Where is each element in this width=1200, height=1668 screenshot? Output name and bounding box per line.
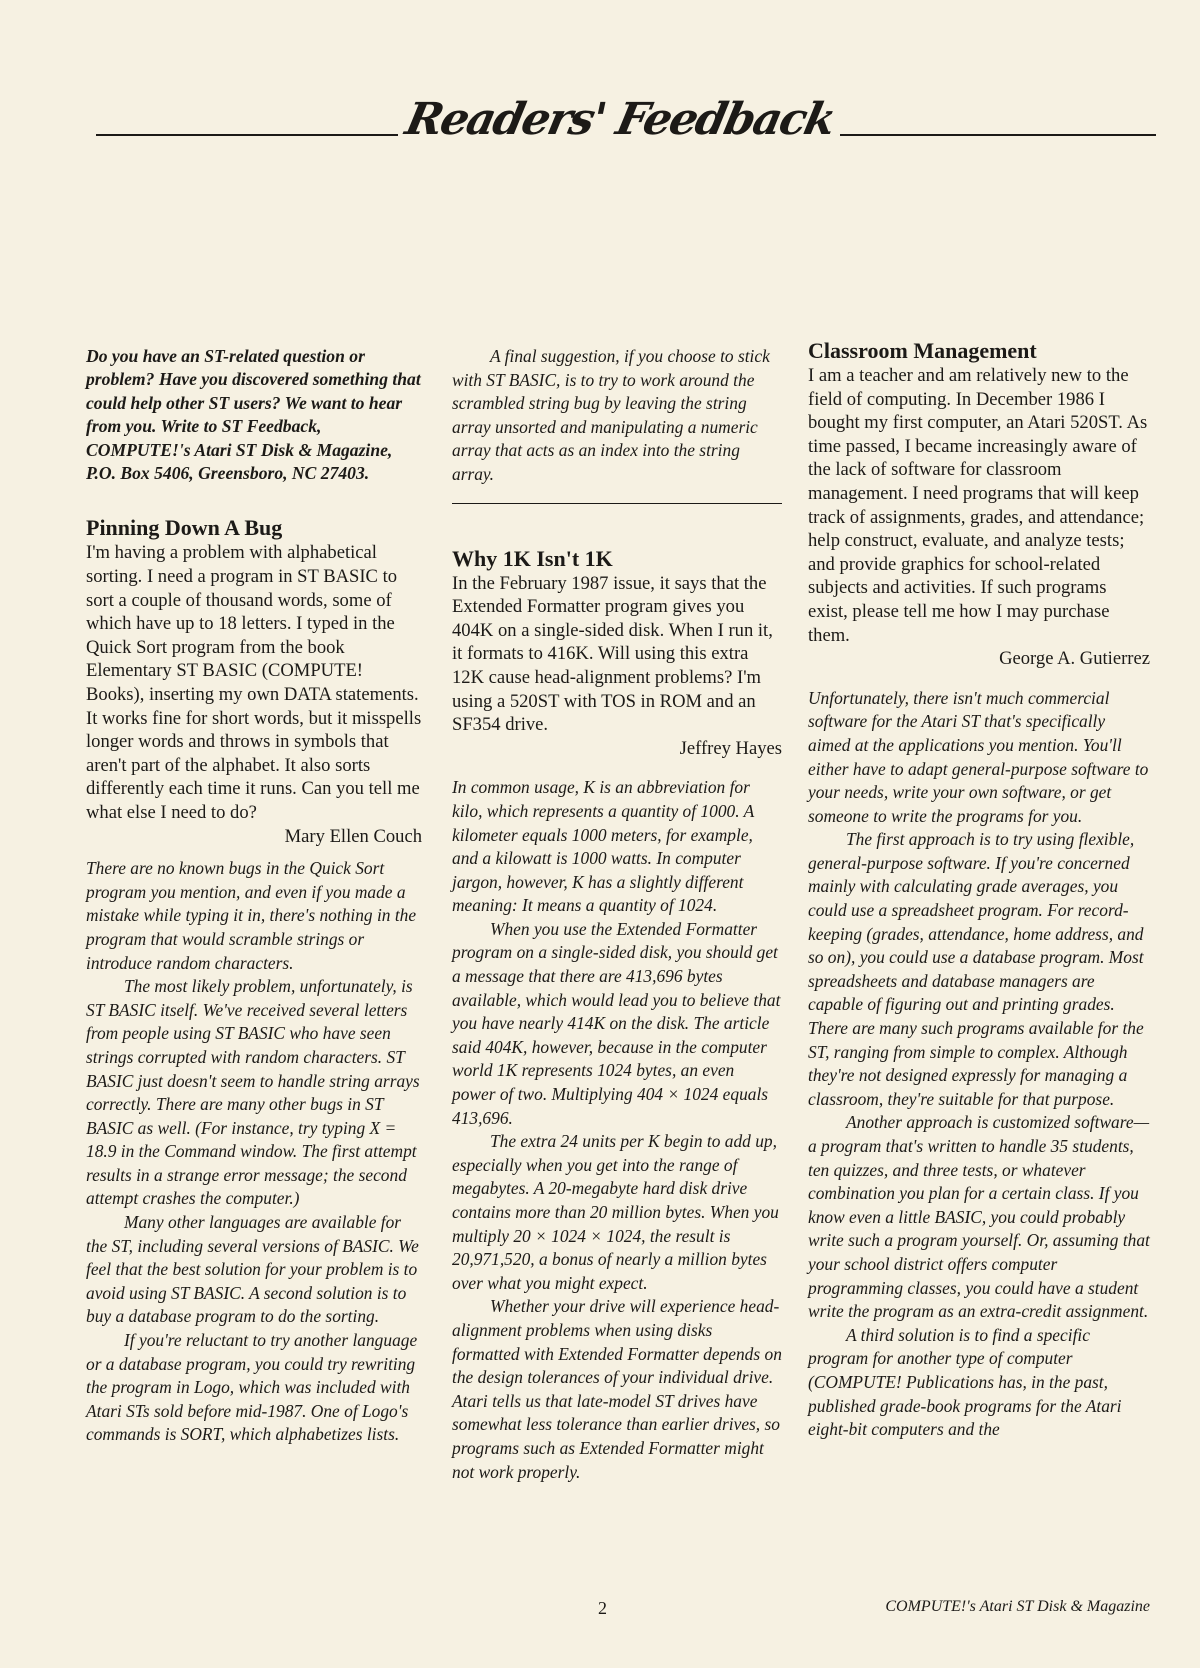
column-2 [452,345,782,1484]
page-number: 2 [598,1598,607,1618]
reply-paragraph: Another approach is customized software—a program that's written to handle 35 students, ten quizzes, and three tests, or whatever combination you plan for a certain class. If you know even a little BASIC, you could probably write such a program yourself. Or, assuming that your school district offers computer programming classes, you could have a student write the program as an extra-credit assignment. [808,1112,1150,1322]
column-1 [86,345,422,1447]
reply-paragraph: In common usage, K is an abbreviation for kilo, which represents a quantity of 1000. A kilometer equals 1000 meters, for example, and a kilowatt is 1000 watts. In computer jargon, however, K has a slightly different meaning: It means a quantity of 1024. [452,777,754,916]
article-heading-1k: Why 1K Isn't 1K [452,545,613,571]
letter-signature: Mary Ellen Couch [284,825,422,847]
header-rule-right [840,134,1156,136]
section-divider [452,503,782,504]
publication-footer: COMPUTE!'s Atari ST Disk & Magazine [885,1598,1150,1615]
letter-signature: George A. Gutierrez [999,648,1150,670]
reply-paragraph: There are no known bugs in the Quick Sort program you mention, and even if you made a mistake while typing it in, there's nothing in the program that would scramble strings or introduce random characters. [86,858,417,973]
reply-paragraph: When you use the Extended Formatter program on a single-sided disk, you should get a message that there are 413,696 bytes available, which would lead you to believe that you have nearly 414K on the disk. The article said 404K, however, because in the computer world 1K represents 1024 bytes, an even power of two. Multiplying 404 × 1024 equals 413,696. [452,918,781,1128]
letter-text: I am a teacher and am relatively new to the field of computing. In December 1986 I bought my first computer, an Atari 520ST. As time passed, I became increasingly aware of the lack of software for classroom management. I need programs that will keep track of assignments, grades, and attendance; help construct, evaluate, and analyze tests; and provide graphics for school-related subjects and activities. If such programs exist, please tell me how I may purchase them. [808,365,1148,646]
reply-paragraph: A final suggestion, if you choose to stick with ST BASIC, is to try to work around the scrambled string bug by leaving the string array unsorted and manipulating a numeric array that acts as an index into the string array. [452,346,770,484]
letter-signature: Jeffrey Hayes [679,737,782,759]
article-heading-bug: Pinning Down A Bug [86,515,283,541]
reply-paragraph: Many other languages are available for the ST, including several versions of BASIC. We feel that the best solution for your problem is to avoid using ST BASIC. A second solution is to buy a database program to do the sorting. [86,1212,419,1327]
header-rule-left [96,134,398,136]
letter-text: I'm having a problem with alphabetical sorting. I need a program in ST BASIC to sort a couple of thousand words, some of which have up to 18 letters. I typed in the Quick Sort program from the book Elementary ST BASIC (COMPUTE! Books), inserting my own DATA statements. It works fine for short words, but it misspells longer words and throws in symbols that aren't part of the alphabet. It also sorts differently each time it runs. Can you tell me what else I need to do? [86,542,422,823]
reply-paragraph: A third solution is to find a specific program for another type of computer (COMPUTE! Publications has, in the past, published grade-book programs for the Atari eight-bit computers and the [808,1324,1122,1440]
reply-paragraph: Unfortunately, there isn't much commercial software for the Atari ST that's specifically aimed at the applications you mention. You'll either have to adapt general-purpose software to your needs, write your own software, or get someone to write the programs for you. [808,687,1149,826]
page-header [0,92,1200,162]
reply-paragraph: Whether your drive will experience head-alignment problems when using disks formatted with Extended Formatter depends on the design tolerances of your individual drive. Atari tells us that late-model ST drives have somewhat less tolerance than earlier drives, so programs such as Extended Formatter might not work properly. [452,1296,782,1482]
section-title: Readers' Feedback [401,94,839,145]
letter-text: In the February 1987 issue, it says that the Extended Formatter program gives you 404K on a single-sided disk. When I run it, it formats to 416K. Will using this extra 12K cause head-alignment problems? I'm using a 520ST with TOS in ROM and an SF354 drive. [452,572,773,736]
reply-paragraph: The first approach is to try using flexible, general-purpose software. If you're concerned mainly with calculating grade averages, you could use a spreadsheet program. For record-keeping (grades, attendance, home address, and so on), you could use a database program. Most spreadsheets and database managers are capable of figuring out and printing grades. There are many such programs available for the ST, ranging from simple to complex. Although they're not designed expressly for managing a classroom, they're suitable for that purpose. [808,829,1144,1109]
column-3 [808,338,1150,1442]
intro-text: Do you have an ST-related question or problem? Have you discovered something that could help other ST users? We want to hear from you. Write to ST Feedback, COMPUTE!'s Atari ST Disk & Magazine, P.O. Box 5406, Greensboro, NC 27403. [86,346,421,484]
article-heading-classroom: Classroom Management [808,338,1037,363]
reply-paragraph: The most likely problem, unfortunately, is ST BASIC itself. We've received several letters from people using ST BASIC who have seen strings corrupted with random characters. ST BASIC just doesn't seem to handle string arrays correctly. There are many other bugs in ST BASIC as well. (For instance, try typing X = 18.9 in the Command window. The first attempt results in a strange error message; the second attempt crashes the computer.) [86,976,420,1209]
reply-paragraph: The extra 24 units per K begin to add up, especially when you get into the range of megabytes. A 20-megabyte hard disk drive contains more than 20 million bytes. When you multiply 20 × 1024 × 1024, the result is 20,971,520, a bonus of nearly a million bytes over what you might expect. [452,1131,779,1293]
reply-paragraph: If you're reluctant to try another language or a database program, you could try rewriting the program in Logo, which was included with Atari STs sold before mid-1987. One of Logo's commands is SORT, which alphabetizes lists. [86,1330,418,1445]
